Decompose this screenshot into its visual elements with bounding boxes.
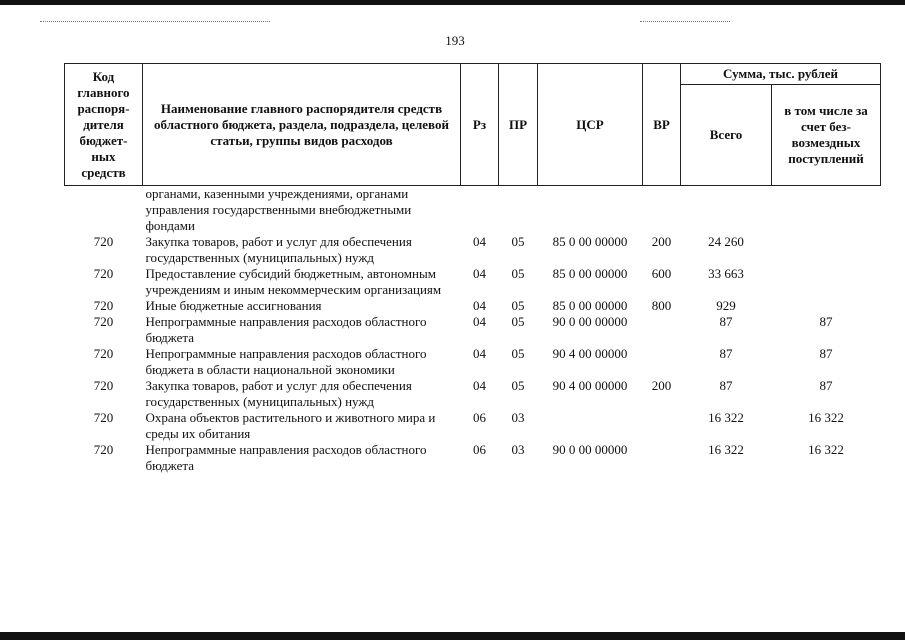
cell-pr bbox=[499, 186, 538, 235]
cell-vr bbox=[643, 314, 681, 346]
cell-pr: 05 bbox=[511, 266, 525, 281]
cell-name: Закупка товаров, работ и услуг для обеспечения государственных (муниципальных) нужд bbox=[145, 234, 412, 265]
cell-free bbox=[772, 266, 881, 298]
header-rz: Рз bbox=[461, 64, 499, 186]
table-body bbox=[65, 186, 881, 475]
cell-code: 720 bbox=[93, 378, 114, 393]
cell-free: 87 bbox=[819, 378, 833, 393]
cell-pr: 05 bbox=[511, 346, 525, 361]
cell-free: 16 322 bbox=[808, 410, 844, 425]
cell-name: Предоставление субсидий бюджетным, автономным учреждениям и иным некоммерческим организациям bbox=[145, 266, 442, 297]
cell-code bbox=[65, 186, 143, 235]
cell-pr: 03 bbox=[511, 442, 525, 457]
cell-rz: 04 bbox=[473, 266, 486, 281]
table-row bbox=[65, 410, 881, 442]
cell-name: Закупка товаров, работ и услуг для обеспечения государственных (муниципальных) нужд bbox=[145, 378, 412, 409]
cell-free: 87 bbox=[819, 346, 833, 361]
table-row bbox=[65, 186, 881, 235]
cell-pr: 03 bbox=[511, 410, 525, 425]
cell-total bbox=[681, 186, 772, 235]
cell-csr: 85 0 00 00000 bbox=[552, 266, 628, 281]
cell-pr: 05 bbox=[511, 298, 525, 313]
header-code: Код главного распоря-дителя бюджет-ных средств bbox=[65, 64, 143, 186]
cell-name: Непрограммные направления расходов областного бюджета bbox=[145, 442, 427, 473]
cell-total: 33 663 bbox=[708, 266, 744, 281]
table-row bbox=[65, 266, 881, 298]
header-csr: ЦСР bbox=[538, 64, 643, 186]
cell-code: 720 bbox=[93, 266, 114, 281]
cell-csr bbox=[538, 410, 643, 442]
cell-code: 720 bbox=[93, 234, 114, 249]
cell-free: 16 322 bbox=[808, 442, 844, 457]
budget-table bbox=[64, 63, 881, 474]
cell-vr bbox=[643, 346, 681, 378]
table-row bbox=[65, 442, 881, 474]
header-pr: ПР bbox=[499, 64, 538, 186]
cell-total: 929 bbox=[716, 298, 736, 313]
cell-name: Иные бюджетные ассигнования bbox=[145, 298, 322, 313]
cell-rz: 04 bbox=[473, 314, 486, 329]
cell-csr: 90 0 00 00000 bbox=[552, 314, 628, 329]
cell-csr: 90 4 00 00000 bbox=[552, 378, 628, 393]
cell-name: Непрограммные направления расходов областного бюджета в области национальной экономики bbox=[145, 346, 427, 377]
cell-vr: 200 bbox=[651, 378, 672, 393]
cell-csr: 85 0 00 00000 bbox=[552, 298, 628, 313]
cell-rz: 04 bbox=[473, 234, 486, 249]
cell-name: органами, казенными учреждениями, органами управления государственными внебюджетными фондами bbox=[145, 186, 412, 233]
cell-vr: 800 bbox=[651, 298, 672, 313]
cell-total: 24 260 bbox=[708, 234, 744, 249]
cell-total: 16 322 bbox=[708, 442, 744, 457]
cell-total: 87 bbox=[719, 378, 733, 393]
table-row bbox=[65, 378, 881, 410]
cell-csr: 85 0 00 00000 bbox=[552, 234, 628, 249]
table-row bbox=[65, 298, 881, 314]
cell-csr: 90 4 00 00000 bbox=[552, 346, 628, 361]
cell-csr bbox=[538, 186, 643, 235]
cell-total: 87 bbox=[719, 346, 733, 361]
cell-name: Охрана объектов растительного и животного мира и среды их обитания bbox=[145, 410, 436, 441]
header-sum: Сумма, тыс. рублей bbox=[681, 64, 881, 85]
header-free: в том числе за счет без-возмездных поступлений bbox=[772, 85, 881, 186]
cell-pr: 05 bbox=[511, 234, 525, 249]
cell-total: 16 322 bbox=[708, 410, 744, 425]
cell-code: 720 bbox=[93, 442, 114, 457]
cell-vr bbox=[643, 410, 681, 442]
cell-rz: 06 bbox=[473, 410, 486, 425]
table-header bbox=[65, 64, 881, 186]
cell-free bbox=[772, 298, 881, 314]
cell-rz: 04 bbox=[473, 346, 486, 361]
scan-edge-top bbox=[0, 0, 905, 5]
cell-code: 720 bbox=[93, 410, 114, 425]
header-total: Всего bbox=[681, 85, 772, 186]
cell-code: 720 bbox=[93, 298, 114, 313]
cell-free bbox=[772, 186, 881, 235]
table-row bbox=[65, 346, 881, 378]
header-vr: ВР bbox=[643, 64, 681, 186]
cell-rz bbox=[461, 186, 499, 235]
scan-noise-line bbox=[640, 21, 730, 23]
cell-rz: 04 bbox=[473, 298, 486, 313]
cell-code: 720 bbox=[93, 314, 114, 329]
cell-pr: 05 bbox=[511, 314, 525, 329]
cell-rz: 04 bbox=[473, 378, 486, 393]
header-name: Наименование главного распорядителя средств областного бюджета, раздела, подраздела, целевой статьи, группы видов расходов bbox=[143, 64, 461, 186]
cell-pr: 05 bbox=[511, 378, 525, 393]
cell-vr: 200 bbox=[651, 234, 672, 249]
cell-rz: 06 bbox=[473, 442, 486, 457]
scan-noise-line bbox=[40, 21, 270, 23]
cell-vr bbox=[643, 442, 681, 474]
cell-csr: 90 0 00 00000 bbox=[552, 442, 628, 457]
cell-vr: 600 bbox=[651, 266, 672, 281]
cell-code: 720 bbox=[93, 346, 114, 361]
cell-total: 87 bbox=[719, 314, 733, 329]
cell-name: Непрограммные направления расходов областного бюджета bbox=[145, 314, 427, 345]
page-number: 193 bbox=[445, 33, 465, 48]
cell-vr bbox=[643, 186, 681, 235]
table-row bbox=[65, 234, 881, 266]
table-row bbox=[65, 314, 881, 346]
scan-edge-bottom bbox=[0, 632, 905, 640]
cell-free bbox=[772, 234, 881, 266]
cell-free: 87 bbox=[819, 314, 833, 329]
